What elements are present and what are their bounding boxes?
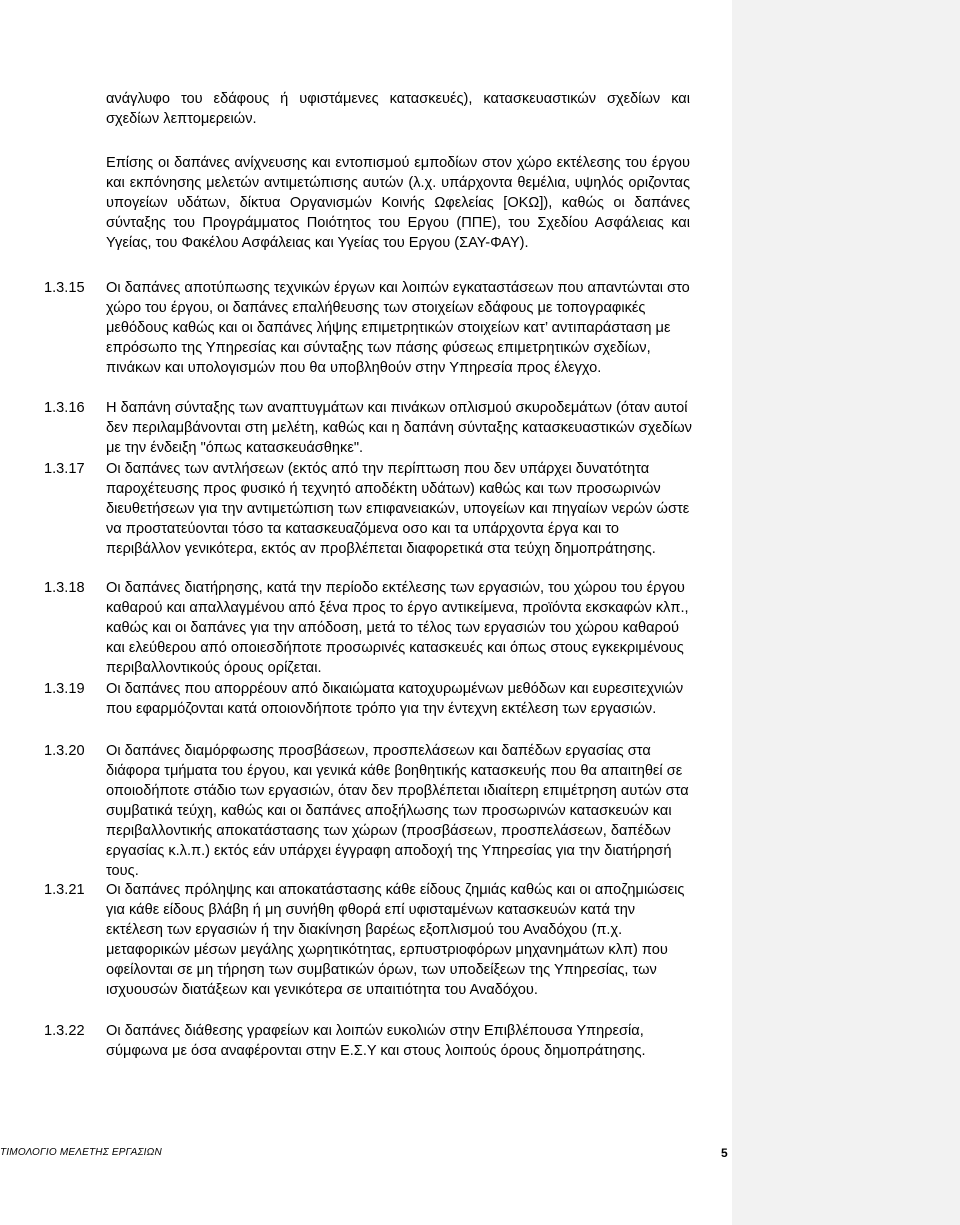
- page-margin: [732, 0, 960, 1225]
- item-text: Οι δαπάνες διαμόρφωσης προσβάσεων, προσπελάσεων και δαπέδων εργασίας στα διάφορα τμήματα του έργου, και γενικά κάθε βοηθητικής κατασκευής που θα απαιτηθεί σε οποιοδήποτε στάδιο των εργασιών, όταν δεν προβλέπεται ιδιαίτερη επιμέτρηση αυτών στα συμβατικά τεύχη, καθώς και οι δαπάνες αποξήλωσης των προσωρινών κατασκευών και περιβαλλοντικής αποκατάστασης των χώρων (προσβάσεων, προσπελάσεων, δαπέδων εργασίας κ.λ.π.) εκτός εάν υπάρχει έγγραφη αποδοχή της Υπηρεσίας για την διατήρησή τους.: [106, 743, 689, 879]
- item-text: Οι δαπάνες που απορρέουν από δικαιώματα κατοχυρωμένων μεθόδων και ευρεσιτεχνιών που εφαρμόζονται κατά οποιονδήποτε τρόπο για την έντεχνη εκτέλεση των εργασιών.: [106, 681, 684, 717]
- item-text: Οι δαπάνες των αντλήσεων (εκτός από την περίπτωση που δεν υπάρχει δυνατότητα παροχέτευσης προς φυσικό ή τεχνητό αποδέκτη υδάτων) καθώς και των προσωρινών διευθετήσεων για την αντιμετώπιση των επιφανειακών, υπογείων και πηγαίων νερών ώστε να προστατεύονται τόσο τα κατασκευαζόμενα οσο και τα υπάρχοντα έργα και το περιβάλλον γενικότερα, εκτός αν προβλέπεται διαφορετικά στα τεύχη δημοπράτησης.: [106, 461, 690, 557]
- item-number: 1.3.18: [44, 580, 85, 596]
- item-number: 1.3.20: [44, 743, 85, 759]
- list-item-1-3-15: [44, 278, 704, 378]
- item-number: 1.3.21: [44, 882, 85, 898]
- item-text: Οι δαπάνες διάθεσης γραφείων και λοιπών ευκολιών στην Επιβλέπουσα Υπηρεσία, σύμφωνα με όσα αναφέρονται στην Ε.Σ.Υ και στους λοιπούς όρους δημοπράτησης.: [106, 1023, 646, 1059]
- list-item-1-3-18: [44, 578, 704, 678]
- list-item-1-3-20: [44, 741, 704, 881]
- paragraph-also-costs: Επίσης οι δαπάνες ανίχνευσης και εντοπισμού εμποδίων στον χώρο εκτέλεσης του έργου και εκπόνησης μελετών αντιμετώπισης αυτών (λ.χ. υπάρχοντα θεμέλια, υψηλός οριζοντας υπογείων υδάτων, δίκτυα Οργανισμών Κοινής Ωφελείας [ΟΚΩ]), καθώς οι δαπάνες σύνταξης του Προγράμματος Ποιότητος του Εργου (ΠΠΕ), του Σχεδίου Ασφάλειας και Υγείας, του Φακέλου Ασφάλειας και Υγείας του Εργου (ΣΑΥ-ΦΑΥ).: [106, 155, 690, 251]
- item-text: Οι δαπάνες πρόληψης και αποκατάστασης κάθε είδους ζημιάς καθώς και οι αποζημιώσεις για κάθε είδους βλάβη ή μη συνήθη φθορά επί υφισταμένων κατασκευών κατά την εκτέλεση των εργασιών ή την διακίνηση βαρέως εξοπλισμού του Αναδόχου (π.χ. μεταφορικών μέσων μεγάλης χωρητικότητας, ερπυστριοφόρων μηχανημάτων κλπ) που οφείλονται σε μη τήρηση των συμβατικών όρων, των υποδείξεων της Υπηρεσίας, των ισχυουσών διατάξεων και γενικότερα σε υπαιτιότητα του Αναδόχου.: [106, 882, 685, 998]
- item-number: 1.3.22: [44, 1023, 85, 1039]
- item-number: 1.3.19: [44, 681, 85, 697]
- list-item-1-3-21: [44, 880, 704, 1000]
- item-text: Η δαπάνη σύνταξης των αναπτυγμάτων και πινάκων οπλισμού σκυροδεμάτων (όταν αυτοί δεν περιλαμβάνονται στη μελέτη, καθώς και η δαπάνη σύνταξης κατασκευαστικών σχεδίων με την ένδειξη "όπως κατασκευάσθηκε".: [106, 400, 692, 456]
- page-number: 5: [721, 1146, 728, 1160]
- item-text: Οι δαπάνες αποτύπωσης τεχνικών έργων και λοιπών εγκαταστάσεων που απαντώνται στο χώρο του έργου, οι δαπάνες επαλήθευσης των στοιχείων εδάφους με τοπογραφικές μεθόδους καθώς και οι δαπάνες λήψης επιμετρητικών στοιχείων κατ’ αντιπαράσταση με επρόσωπο της Υπηρεσίας και σύνταξης των πάσης φύσεως επιμετρητικών σχεδίων, πινάκων και υπολογισμών που θα υποβληθούν στην Υπηρεσία προς έλεγχο.: [106, 280, 690, 376]
- paragraph-continuation: ανάγλυφο του εδάφους ή υφιστάμενες κατασκευές), κατασκευαστικών σχεδίων και σχεδίων λεπτομερειών.: [106, 91, 690, 127]
- list-item-1-3-19: [44, 679, 704, 719]
- list-item-1-3-17: [44, 459, 704, 559]
- item-number: 1.3.16: [44, 400, 85, 416]
- item-text: Οι δαπάνες διατήρησης, κατά την περίοδο εκτέλεσης των εργασιών, του χώρου του έργου καθαρού και απαλλαγμένου από ξένα προς το έργο αντικείμενα, προϊόντα εκσκαφών κλπ., καθώς και οι δαπάνες για την απόδοση, μετά το τέλος των εργασιών του χώρου καθαρού και ελεύθερου από οποιεσδήποτε προσωρινές κατασκευές και όπως στους εγκεκριμένους περιβαλλοντικούς όρους ορίζεται.: [106, 580, 689, 676]
- item-number: 1.3.17: [44, 461, 85, 477]
- footer-document-title: ΤΙΜΟΛΟΓΙΟ ΜΕΛΕΤΗΣ ΕΡΓΑΣΙΩΝ: [0, 1147, 162, 1158]
- item-number: 1.3.15: [44, 280, 85, 296]
- list-item-1-3-16: [44, 398, 704, 458]
- list-item-1-3-22: [44, 1021, 704, 1061]
